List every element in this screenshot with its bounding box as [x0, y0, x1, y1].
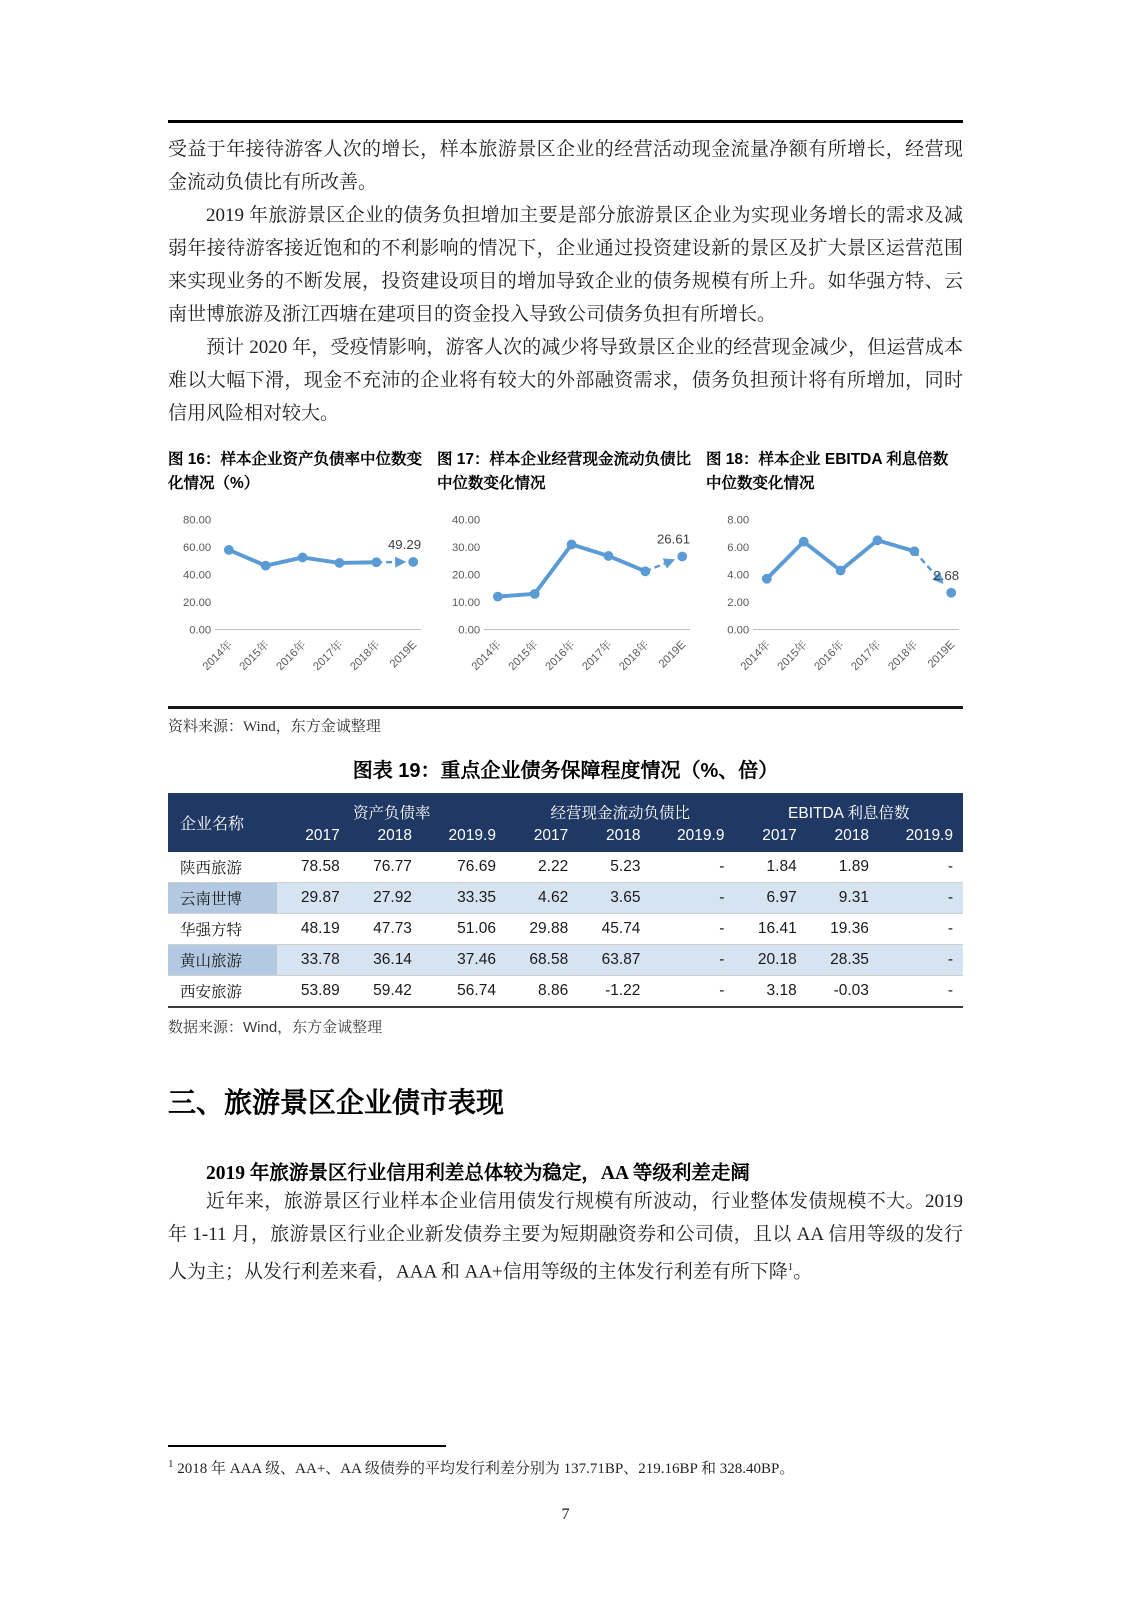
value-cell: 53.89: [300, 982, 340, 1000]
chart-title: 图 17：样本企业经营现金流动负债比中位数变化情况: [437, 451, 692, 492]
column-header-year: 2017: [734, 825, 806, 852]
svg-text:2014年: 2014年: [469, 638, 504, 674]
charts-source-note: 资料来源：Wind，东方金诚整理: [168, 719, 381, 736]
value-cell: 51.06: [457, 920, 496, 938]
value-cell: 33.35: [422, 883, 506, 914]
table-row: [168, 914, 963, 945]
debt-coverage-table: [168, 793, 963, 1008]
svg-text:2015年: 2015年: [775, 638, 810, 674]
table-row: [168, 883, 963, 914]
svg-text:40.00: 40.00: [451, 514, 481, 527]
value-cell: 29.88: [529, 920, 569, 938]
data-label: 26.61: [656, 531, 691, 547]
svg-text:2018年: 2018年: [348, 638, 383, 674]
paragraph: 2019 年旅游景区企业的债务负担增加主要是部分旅游景区企业为实现业务增长的需求及减弱年接待游客接近饱和的不利影响的情况下，企业通过投资建设新的景区及扩大景区运营范围来实现业务的不断发展，投资建设项目的增加导致企业的债务规模有所上升。如华强方特、云南世博旅游及浙江西塘在建项目的资金投入导致公司债务负担有所增长。: [168, 205, 963, 325]
table-source-note: 数据来源：Wind，东方金诚整理: [168, 1019, 383, 1037]
svg-text:80.00: 80.00: [182, 514, 212, 527]
value-cell: 2.22: [538, 858, 569, 876]
footnote-text: 2018 年 AAA 级、AA+、AA 级债券的平均发行利差分别为 137.71BP、219.16BP 和 328.40BP。: [173, 1460, 795, 1477]
value-cell: 78.58: [300, 858, 340, 876]
value-cell: -: [719, 858, 725, 876]
column-group-header: 经营现金流动负债比: [506, 793, 735, 825]
svg-text:2016年: 2016年: [812, 638, 847, 674]
value-cell: 37.46: [422, 945, 506, 976]
svg-text:8.00: 8.00: [727, 514, 750, 527]
table-row: [168, 852, 963, 883]
value-cell: 45.74: [601, 920, 641, 938]
chart-block-ebitda-coverage: [706, 448, 963, 692]
footnote-marker: 1: [168, 1457, 174, 1470]
value-cell: 76.77: [373, 858, 412, 876]
value-cell: -0.03: [833, 982, 869, 1000]
column-header-year: 2019.9: [650, 825, 734, 852]
company-name-cell: 陕西旅游: [180, 860, 243, 878]
column-header-year: 2017: [506, 825, 578, 852]
chart-title: 图 18：样本企业 EBITDA 利息倍数中位数变化情况: [706, 451, 949, 492]
column-header-company: 企业名称: [168, 793, 277, 852]
table-row: [168, 976, 963, 1008]
table-head: [168, 793, 963, 852]
svg-text:2015年: 2015年: [237, 638, 272, 674]
charts-row: [168, 448, 963, 692]
svg-text:0.00: 0.00: [727, 624, 750, 637]
svg-text:6.00: 6.00: [727, 542, 750, 555]
column-header-year: 2019.9: [879, 825, 963, 852]
line-chart-cashflow-ratio: [437, 504, 694, 692]
chart-block-cashflow-ratio: [437, 448, 694, 692]
svg-text:2018年: 2018年: [886, 638, 921, 674]
svg-text:2017年: 2017年: [580, 638, 615, 674]
column-header-year: 2018: [350, 825, 422, 852]
chart-svg: [437, 504, 694, 692]
value-cell: -: [947, 982, 953, 1000]
company-name-cell: 西安旅游: [180, 984, 243, 1002]
page-number: 7: [561, 1505, 570, 1523]
column-group-header: 资产负债率: [277, 793, 506, 825]
footnote-rule: [168, 1445, 446, 1447]
company-name-cell: 云南世博: [168, 883, 277, 914]
value-cell: -1.22: [605, 982, 641, 1000]
table-row: [168, 945, 963, 976]
value-cell: 47.73: [373, 920, 412, 938]
value-cell: 20.18: [734, 945, 806, 976]
value-cell: 59.42: [373, 982, 412, 1000]
value-cell: -: [650, 883, 734, 914]
value-cell: 27.92: [350, 883, 422, 914]
svg-text:20.00: 20.00: [182, 597, 212, 610]
chart-svg: [168, 504, 425, 692]
svg-text:40.00: 40.00: [182, 569, 212, 582]
svg-text:2015年: 2015年: [506, 638, 541, 674]
line-chart-ebitda-coverage: [706, 504, 963, 692]
value-cell: 48.19: [300, 920, 340, 938]
value-cell: 5.23: [610, 858, 641, 876]
column-group-header: EBITDA 利息倍数: [734, 793, 963, 825]
value-cell: 16.41: [757, 920, 797, 938]
value-cell: -: [719, 982, 725, 1000]
svg-text:2019E: 2019E: [925, 638, 958, 671]
value-cell: 4.62: [506, 883, 578, 914]
svg-text:60.00: 60.00: [182, 542, 212, 555]
table-body: [168, 852, 963, 1007]
line-chart-debt-ratio: [168, 504, 425, 692]
value-cell: 6.97: [734, 883, 806, 914]
value-cell: 68.58: [506, 945, 578, 976]
section-heading: 三、旅游景区企业债市表现: [168, 1087, 505, 1119]
svg-text:2017年: 2017年: [849, 638, 884, 674]
value-cell: 9.31: [807, 883, 879, 914]
column-header-year: 2018: [807, 825, 879, 852]
svg-text:2018年: 2018年: [617, 638, 652, 674]
value-cell: 3.65: [578, 883, 650, 914]
paragraph: [168, 1185, 963, 1288]
value-cell: 19.36: [830, 920, 869, 938]
column-header-year: 2019.9: [422, 825, 506, 852]
svg-text:30.00: 30.00: [451, 542, 481, 555]
svg-text:2019E: 2019E: [387, 638, 420, 671]
svg-text:2016年: 2016年: [274, 638, 309, 674]
chart-title: 图 16：样本企业资产负债率中位数变化情况（%）: [168, 451, 423, 492]
value-cell: 56.74: [457, 982, 496, 1000]
svg-text:10.00: 10.00: [451, 597, 481, 610]
value-cell: -: [719, 920, 725, 938]
value-cell: -: [947, 858, 953, 876]
value-cell: 29.87: [277, 883, 349, 914]
company-name-cell: 华强方特: [180, 922, 243, 940]
data-label: 2.68: [933, 567, 960, 583]
value-cell: 1.89: [838, 858, 869, 876]
chart-block-debt-ratio: [168, 448, 425, 692]
svg-text:20.00: 20.00: [451, 569, 481, 582]
value-cell: 1.84: [766, 858, 797, 876]
svg-text:4.00: 4.00: [727, 569, 750, 582]
svg-text:2017年: 2017年: [311, 638, 346, 674]
table-title: 图表 19：重点企业债务保障程度情况（%、倍）: [352, 760, 779, 783]
company-name-cell: 黄山旅游: [168, 945, 277, 976]
value-cell: -: [650, 945, 734, 976]
paragraph: 受益于年接待游客人次的增长，样本旅游景区企业的经营活动现金流量净额有所增长，经营现金流动负债比有所改善。: [168, 139, 963, 193]
value-cell: 36.14: [350, 945, 422, 976]
value-cell: 8.86: [538, 982, 569, 1000]
svg-text:2014年: 2014年: [738, 638, 773, 674]
subsection-heading: 2019 年旅游景区行业信用利差总体较为稳定，AA 等级利差走阔: [206, 1163, 750, 1185]
svg-text:2.00: 2.00: [727, 597, 750, 610]
value-cell: 33.78: [277, 945, 349, 976]
value-cell: 63.87: [578, 945, 650, 976]
footnote-ref: 1: [787, 1261, 794, 1274]
value-cell: 28.35: [807, 945, 879, 976]
value-cell: -: [879, 883, 963, 914]
column-header-year: 2017: [277, 825, 349, 852]
value-cell: 76.69: [457, 858, 496, 876]
paragraph: 预计 2020 年，受疫情影响，游客人次的减少将导致景区企业的经营现金减少，但运营成本难以大幅下滑，现金不充沛的企业将有较大的外部融资需求，债务负担预计将有所增加，同时信用风险相对较大。: [168, 337, 963, 424]
svg-text:2016年: 2016年: [543, 638, 578, 674]
svg-text:0.00: 0.00: [189, 624, 212, 637]
chart-svg: [706, 504, 963, 692]
paragraph-text: 近年来，旅游景区行业样本企业信用债发行规模有所波动，行业整体发债规模不大。2019 年 1-11 月，旅游景区行业企业新发债券主要为短期融资券和公司债，且以 AA 信用等级的发行人为主；从发行利差来看，AAA 和 AA+信用等级的主体发行利差有所下降: [168, 1191, 963, 1283]
column-header-year: 2018: [578, 825, 650, 852]
value-cell: -: [947, 920, 953, 938]
svg-text:0.00: 0.00: [458, 624, 481, 637]
paragraph-text: 。: [793, 1261, 813, 1283]
data-label: 49.29: [387, 537, 422, 553]
svg-text:2019E: 2019E: [656, 638, 689, 671]
footnote: [168, 1457, 963, 1478]
svg-text:2014年: 2014年: [200, 638, 235, 674]
header-rule: [168, 120, 963, 123]
value-cell: 3.18: [766, 982, 797, 1000]
value-cell: -: [879, 945, 963, 976]
